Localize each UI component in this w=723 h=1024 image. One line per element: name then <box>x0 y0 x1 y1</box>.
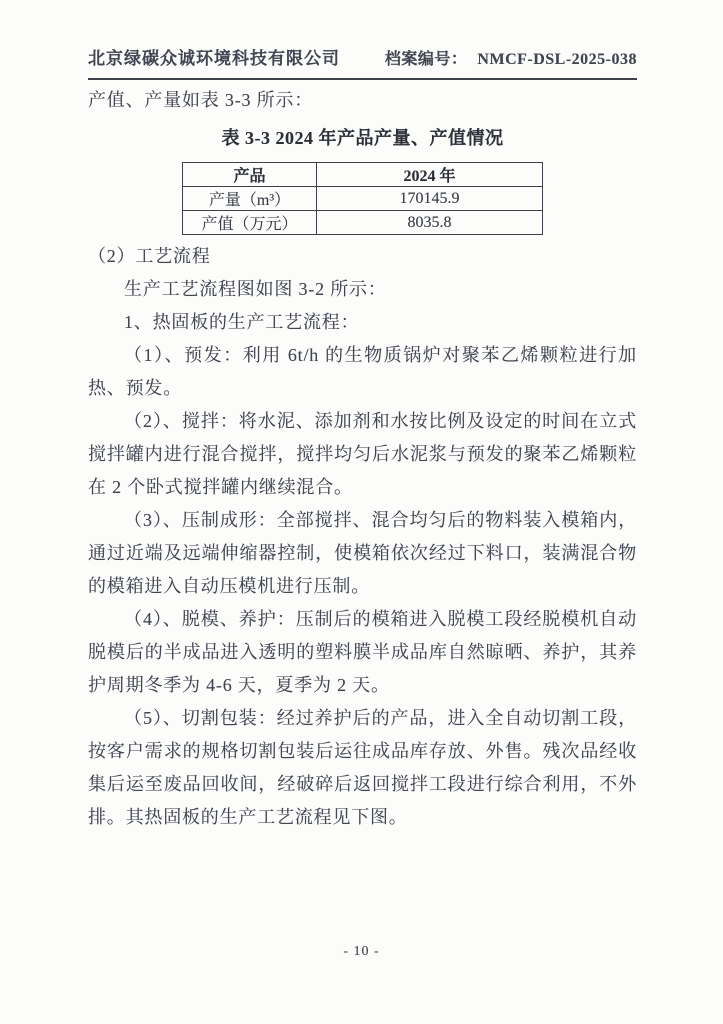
table-caption: 表 3-3 2024 年产品产量、产值情况 <box>221 128 504 148</box>
company-name: 北京绿碳众诚环境科技有限公司 <box>88 49 340 68</box>
page-number: - 10 - <box>343 944 380 959</box>
body-paragraph: 1、热固板的生产工艺流程： <box>124 312 360 332</box>
intro-line: 产值、产量如表 3-3 所示： <box>88 90 313 110</box>
table-row-value <box>183 211 543 235</box>
table-header-cell-year: 2024 年 <box>317 163 543 187</box>
table-header-row <box>183 163 543 187</box>
archive-label: 档案编号： <box>384 51 468 68</box>
page-header <box>88 44 637 80</box>
table-row-output <box>183 187 543 211</box>
table-cell-output-value: 170145.9 <box>317 187 543 211</box>
body-paragraph: （4）、脱模、养护：压制后的模箱进入脱模工段经脱模机自动脱模后的半成品进入透明的塑料膜半成品库自然晾晒、养护，其养护周期冬季为 4-6 天，夏季为 2 天。 <box>88 609 637 695</box>
production-table <box>182 162 543 235</box>
body-paragraph: （3）、压制成形：全部搅拌、混合均匀后的物料装入模箱内，通过近端及远端伸缩器控制，使模箱依次经过下料口，装满混合物的模箱进入自动压模机进行压制。 <box>88 510 637 596</box>
archive-number-field <box>385 46 637 69</box>
archive-number: NMCF-DSL-2025-038 <box>477 51 637 68</box>
paragraph-block <box>88 240 637 834</box>
page-body <box>88 84 637 834</box>
table-cell-value-label: 产值（万元） <box>183 211 317 235</box>
body-paragraph: （1）、预发：利用 6t/h 的生物质锅炉对聚苯乙烯颗粒进行加热、预发。 <box>88 345 637 398</box>
body-paragraph: （2）、搅拌：将水泥、添加剂和水按比例及设定的时间在立式搅拌罐内进行混合搅拌，搅拌均匀后水泥浆与预发的聚苯乙烯颗粒在 2 个卧式搅拌罐内继续混合。 <box>88 411 637 497</box>
body-paragraph: （5）、切割包装：经过养护后的产品，进入全自动切割工段，按客户需求的规格切割包装后运往成品库存放、外售。残次品经收集后运至废品回收间，经破碎后返回搅拌工段进行综合利用，不外排。其热固板的生产工艺流程见下图。 <box>88 708 637 827</box>
table-header-cell-product: 产品 <box>183 163 317 187</box>
table-cell-value-value: 8035.8 <box>317 211 543 235</box>
body-paragraph: （2）工艺流程 <box>88 246 211 266</box>
table-cell-output-label: 产量（m³） <box>183 187 317 211</box>
body-paragraph: 生产工艺流程图如图 3-2 所示： <box>124 279 387 299</box>
